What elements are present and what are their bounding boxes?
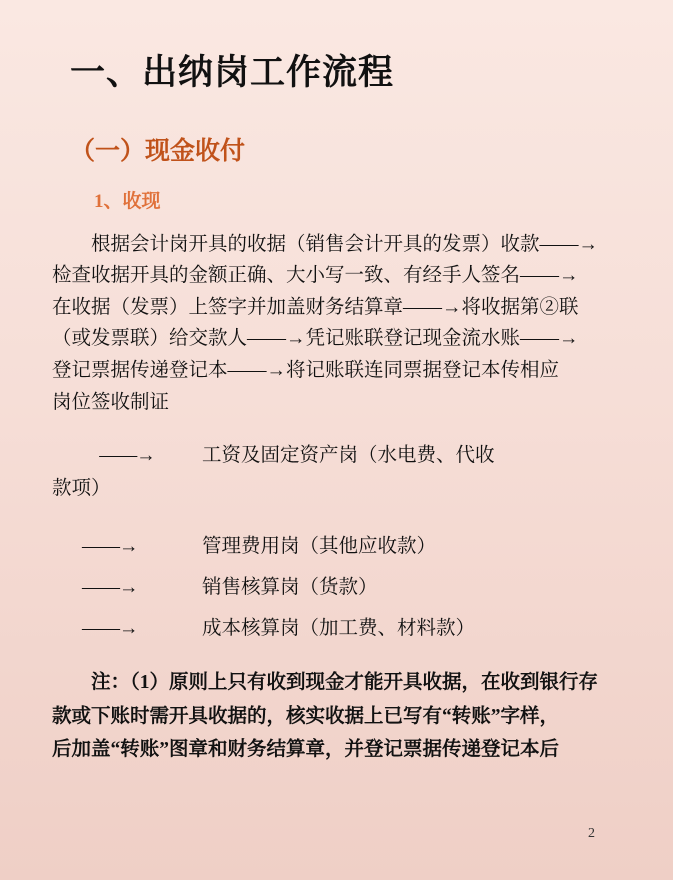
routing-label: 管理费用岗（其他应收款）: [202, 535, 437, 557]
flow-line-3: 在收据（发票）上签字并加盖财务结算章——→将收据第②联: [52, 296, 579, 318]
page-number: 2: [588, 826, 595, 841]
flow-line-6: 岗位签收制证: [52, 391, 170, 413]
flow-line-5: 登记票据传递登记本——→将记账联连同票据登记本传相应: [52, 360, 560, 381]
flow-line-2: 检查收据开具的金额正确、大小写一致、有经手人签名——→: [52, 265, 579, 287]
flow-line-4: （或发票联）给交款人——→凭记账联登记现金流水账——→: [52, 328, 579, 350]
routing-row: [52, 440, 625, 471]
arrow-icon: ——→: [82, 535, 138, 557]
arrow-icon: ——→: [82, 576, 138, 598]
note-line-2: 款或下账时需开具收据的，核实收据上已写有“转账”字样，: [52, 705, 560, 727]
routing-row: [52, 531, 625, 562]
flow-line-1: 根据会计岗开具的收据（销售会计开具的发票）收款——→: [91, 233, 599, 255]
subsection-heading: 1、收现: [94, 191, 161, 212]
section-heading: （一）现金收付: [70, 137, 246, 165]
routing-wrap-line: 款项）: [52, 478, 111, 500]
routing-row: [52, 572, 625, 603]
routing-label: 工资及固定资产岗（水电费、代收: [202, 445, 495, 467]
page-title: 一、出纳岗工作流程: [70, 53, 395, 92]
note-line-1: 注：（1）原则上只有收到现金才能开具收据，在收到银行存: [91, 672, 599, 694]
flow-paragraph: [52, 229, 625, 418]
routing-row: [52, 613, 625, 644]
arrow-icon: ——→: [82, 617, 138, 639]
arrow-icon: ——→: [99, 445, 155, 467]
routing-label: 成本核算岗（加工费、材料款）: [202, 617, 476, 639]
routing-label: 销售核算岗（货款）: [202, 576, 378, 598]
note-block: [52, 666, 625, 767]
note-line-3: 后加盖“转账”图章和财务结算章，并登记票据传递登记本后: [52, 739, 560, 761]
